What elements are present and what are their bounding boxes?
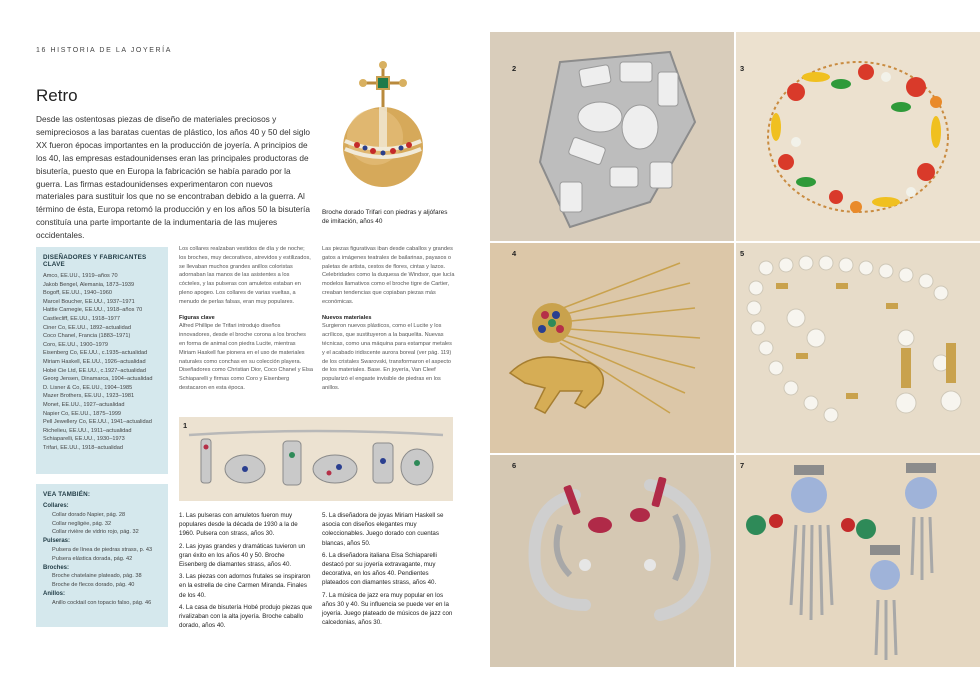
see-also-link: Pulsera de línea de piedras strass, p. 43 (52, 546, 153, 553)
right-page (490, 0, 980, 700)
designer-item: Jakob Bengel, Alemania, 1873–1939 (43, 281, 135, 288)
see-also-heading: VEA TAMBIÉN: (43, 491, 91, 498)
subheading-key-figures: Figuras clave (179, 314, 215, 321)
designer-item: Schiaparelli, EE.UU., 1930–1973 (43, 436, 125, 443)
designers-box (36, 247, 168, 474)
designer-item: Ciner Co, EE.UU., 1892–actualidad (43, 324, 131, 331)
see-also-link: Broche chatelaine plateado, pág. 38 (52, 573, 142, 580)
schiaparelli-earrings-image (490, 455, 734, 667)
designer-item: Bogoff, EE.UU., 1940–1960 (43, 290, 112, 297)
designer-item: Richelieu, EE.UU., 1911–actualidad (43, 427, 132, 434)
designer-item: Trifari, EE.UU., 1918–actualidad (43, 444, 124, 451)
designer-item: Eisenberg Co, EE.UU., c.1935–actualidad (43, 350, 148, 357)
body-paragraph: Los collares realzaban vestidos de día y de noche; los broches, muy decorativos, atrevidos y estilizados, se llevaban muchos grandes anillos coloristas adornaban las manos de las asistentes a los cócteles, y las pulseras con amuletos estaban en pleno apogeo. Los collares de varias vueltas, a menudo de perlas falsas, eran muy populares. (179, 246, 311, 305)
caption: 3. Las piezas con adornos frutales se inspiraron en la estrella de cine Carmen Miranda. Finales de los 40. (179, 573, 311, 599)
captions-column-2 (322, 511, 456, 630)
section-title: Retro (36, 86, 78, 105)
see-also-link: Collar dorado Napier, pág. 28 (52, 511, 126, 518)
orb-brooch-image (333, 57, 433, 197)
designer-item: Miriam Haskell, EE.UU., 1926–actualidad (43, 358, 146, 365)
figure-number: 7 (740, 461, 745, 470)
designer-item: Pell Jewellery Co, EE.UU., 1941–actualidad (43, 419, 152, 426)
designer-item: Marcel Boucher, EE.UU., 1937–1971 (43, 298, 135, 305)
body-paragraph: Surgieron nuevos plásticos, como el Lucite y los acrílicos, que sustituyeron a la baquelita. Nuevas técnicas, como una máquina para estampar metales y el acabado iridiscente aurora boreal (ver pág. 119) de los cristales Swarovski, transformaron el aspecto de los materiales. Base. En joyería, Van Cleef popularizó el engaste invisible de piedras en los anillos. (322, 323, 452, 391)
running-header: 16 HISTORIA DE LA JOYERÍA (36, 47, 172, 54)
body-paragraph: Las piezas figurativas iban desde caballos y grandes gatos a imágenes teatrales de bailarinas, payasos o paletas de artista, cestos de flores, cintas y lazos. Celebridades como la duquesa de Windsor, que lucía modelos llamativos como el broche tigre de Cartier, creaban tendencias que copiaban piezas más económicas. (322, 246, 455, 305)
designer-item: Castlecliff, EE.UU., 1918–1977 (43, 315, 121, 322)
jazz-musicians-set-image (736, 455, 980, 667)
designer-item: D. Lisner & Co, EE.UU., 1904–1985 (43, 384, 133, 391)
designer-item: Coro, EE.UU., 1900–1979 (43, 341, 108, 348)
figure-number: 2 (512, 64, 517, 73)
orb-caption: Broche dorado Trifari con piedras y aljófares de imitación, años 40 (322, 209, 448, 225)
see-also-group-title: Pulseras: (43, 538, 71, 545)
horse-brooch-image (490, 243, 734, 453)
designer-item: Coco Chanel, Francia (1883–1971) (43, 333, 131, 340)
see-also-group-title: Anillos: (43, 590, 65, 597)
caption: 6. La diseñadora italiana Elsa Schiaparelli destacó por su joyería extravagante, muy decorativa, en los años 40. Pendientes plateados con diamantes strass, años 40. (322, 551, 437, 587)
caption: 2. Las joyas grandes y dramáticas tuvieron un gran éxito en los años 40 y 50. Broche Eisenberg de diamantes strass, años 40. (179, 542, 306, 569)
see-also-link: Anillo cocktail con topacio falso, pág. 46 (52, 599, 152, 606)
designer-item: Hattie Carnegie, EE.UU., 1918–años 70 (43, 307, 143, 314)
jazz-musicians-set-photo (736, 455, 980, 667)
horse-brooch-photo (490, 243, 734, 453)
rhinestone-brooch-photo (490, 32, 734, 241)
see-also-link: Collar negligée, pág. 32 (52, 520, 112, 527)
rhinestone-brooch-image (490, 32, 734, 241)
body-column-1 (179, 245, 313, 393)
designer-item: Mazer Brothers, EE.UU., 1923–1981 (43, 393, 135, 400)
caption: 4. La casa de bisutería Hobé produjo piezas que rivalizaban con la alta joyería. Broche caballo dorado, años 40. (179, 603, 313, 630)
fruit-necklace-image (736, 32, 980, 241)
figure-number: 4 (512, 249, 517, 258)
see-also-link: Broche de flecos dorado, pág. 40 (52, 582, 135, 589)
see-also-group-title: Collares: (43, 503, 69, 509)
figure-number: 5 (740, 249, 745, 258)
see-also-group-title: Broches: (43, 564, 70, 571)
captions-column-1 (179, 511, 313, 633)
body-column-2 (322, 245, 456, 393)
charm-bracelet-image (179, 417, 453, 501)
figure-number: 3 (740, 64, 745, 73)
designer-item: Hobé Cie Ltd, EE.UU., c.1927–actualidad (43, 367, 146, 374)
figure-number: 1 (183, 421, 188, 430)
designers-list (43, 272, 161, 452)
caption: 1. Las pulseras con amuletos fueron muy populares desde la década de 1930 a la de 1960. Pulsera con strass, años 30. (179, 512, 298, 538)
schiaparelli-earrings-photo (490, 455, 734, 667)
see-also-box (36, 484, 168, 627)
intro-paragraph: Desde las ostentosas piezas de diseño de materiales preciosos y semipreciosos a las baratas cuentas de plástico, los años 40 y 50 del siglo XX fueron épocas importantes en la producción de joyería. A principios de los 40, las empresas estadounidenses eran las principales productoras de bisutería, puesto que en Europa la fabricación se había parado por la guerra. Las firmas estadounidenses experimentaron con nuevos materiales para sustituir los que no se encontraban debido a la guerra. Al término de ésta, Europa retomó la producción y en los años 50 la bisutería constituía una parte importante de la indumentaria de las mujeres occidentales. (36, 114, 310, 241)
designers-heading: DISEÑADORES Y FABRICANTES CLAVE (43, 254, 147, 268)
white-bead-set-photo (736, 243, 980, 453)
caption: 7. La música de jazz era muy popular en los años 30 y 40. Su influencia se puede ver en la joyería. Juego plateado de músicos de jazz con calcedonias, años 30. (322, 591, 453, 627)
charm-bracelet-photo (179, 417, 453, 501)
body-paragraph: Alfred Phillipe de Trifari introdujo diseños innovadores, desde el broche corona a los broches en forma de animal con piedra Lucite, mientras Miriam Haskell fue pionera en el uso de materiales naturales como conchas en su colección playera. Diseñadores como Christian Dior, Coco Chanel y Elsa Schiaparelli y firmas como Coro y Eisenberg destacaron en esta época. (179, 323, 313, 391)
see-also-link: Pulsera elástica dorada, pág. 42 (52, 555, 133, 562)
designer-item: Amco, EE.UU., 1919–años 70 (43, 273, 118, 279)
designer-item: Monet, EE.UU., 1927–actualidad (43, 401, 125, 408)
white-bead-set-image (736, 243, 980, 453)
see-also-link: Collar rivière de vidrio rojo, pág. 32 (52, 529, 139, 536)
designer-item: Georg Jensen, Dinamarca, 1904–actualidad (43, 376, 153, 383)
fruit-necklace-photo (736, 32, 980, 241)
figure-number: 6 (512, 461, 517, 470)
caption: 5. La diseñadora de joyas Miriam Haskell se asocia con diseños elegantes muy coleccionables. Juego dorado con cuentas blancas, años 50. (322, 512, 444, 547)
subheading-new-materials: Nuevos materiales (322, 314, 372, 321)
designer-item: Napier Co, EE.UU., 1875–1999 (43, 410, 122, 417)
